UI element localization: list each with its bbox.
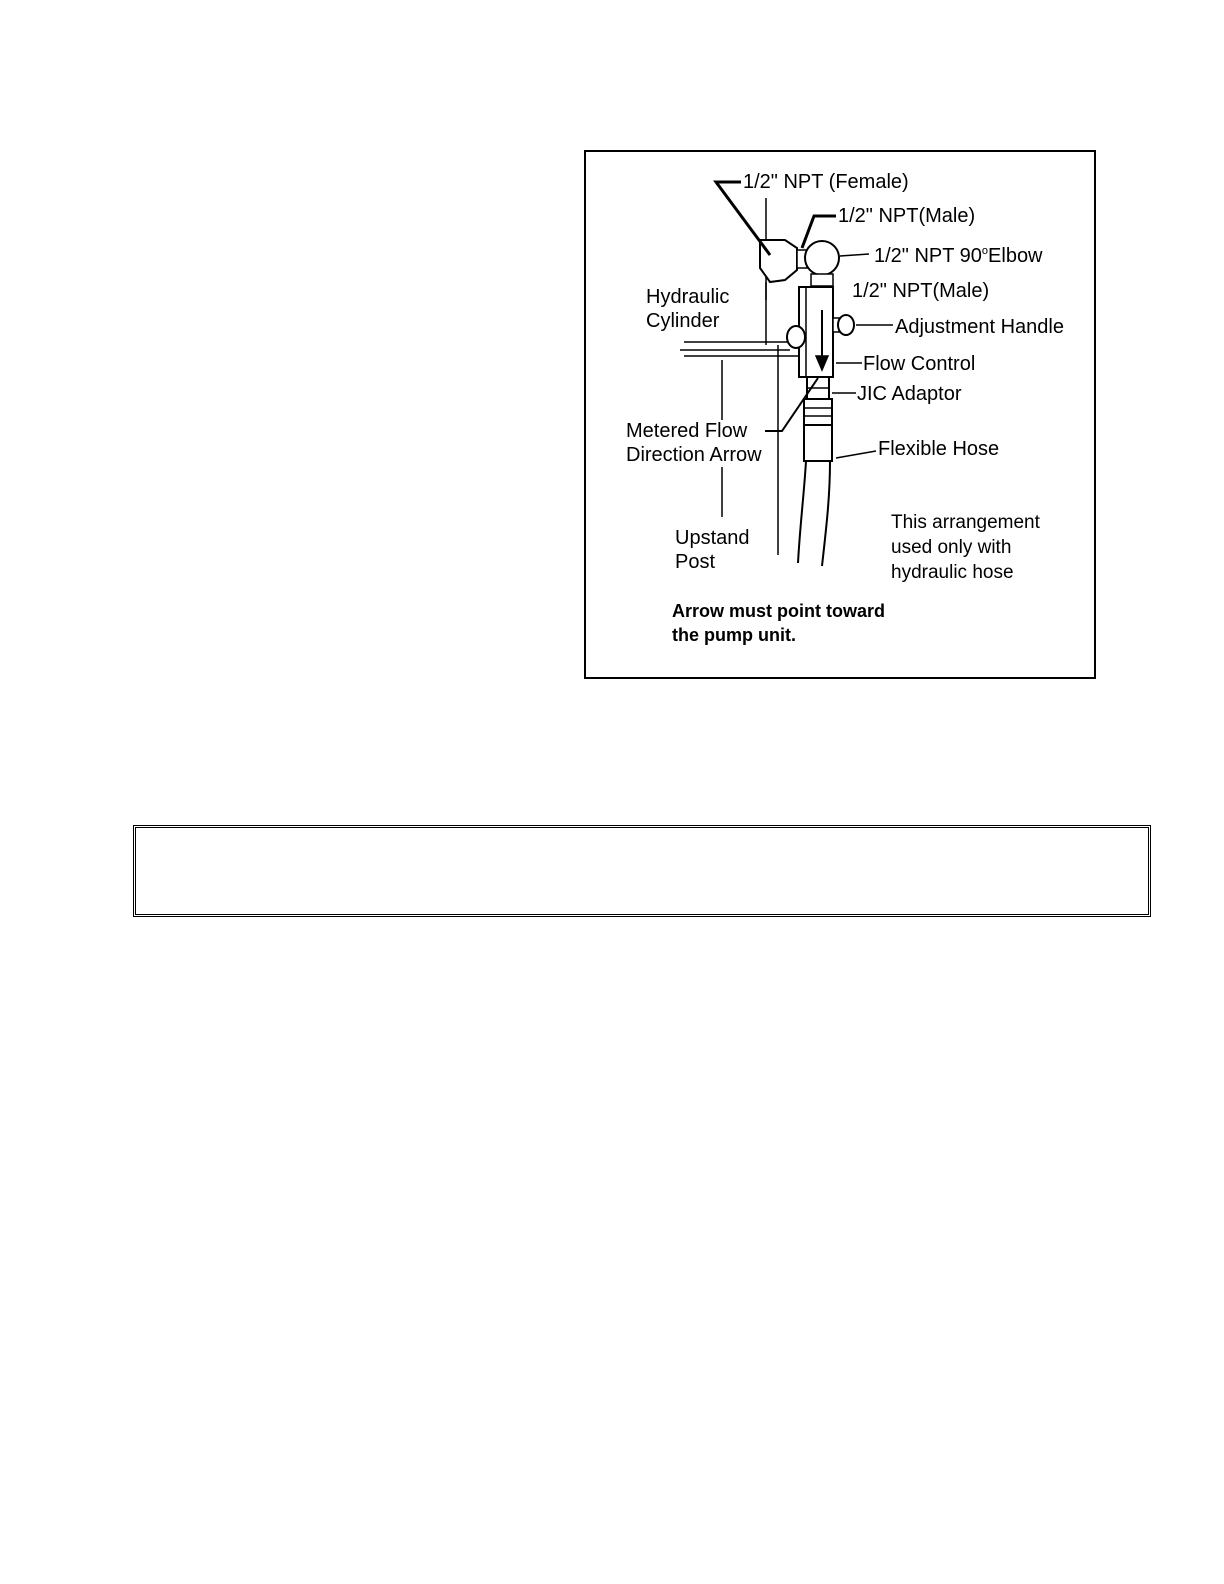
label-upstand: Upstand [675,527,750,549]
hose-ferrule [804,425,832,461]
flexible-hose-left [798,461,806,563]
label-adjustment-handle: Adjustment Handle [895,316,1064,338]
label-elbow-suffix: Elbow [988,245,1043,267]
label-cylinder: Cylinder [646,310,720,332]
label-flow-control: Flow Control [863,353,976,375]
label-direction-arrow: Direction Arrow [626,444,762,466]
note-line-1: This arrangement [891,512,1040,533]
label-npt-male-lower: 1/2" NPT(Male) [852,280,990,302]
label-flexible-hose: Flexible Hose [878,438,1000,460]
label-npt-male-top: 1/2" NPT(Male) [838,205,976,227]
elbow-ball [805,241,839,275]
label-elbow [874,244,1043,271]
label-post: Post [675,551,716,573]
arrow-note-line-2: the pump unit. [672,625,796,645]
elbow-neck [811,274,833,286]
note-line-3: hydraulic hose [891,562,1014,583]
female-fitting [760,240,797,282]
label-elbow-prefix: 1/2" NPT 90 [874,245,982,267]
note-line-2: used only with [891,537,1012,558]
adjustment-handle-knob [838,315,854,335]
label-hydraulic: Hydraulic [646,286,730,308]
flexible-hose-right [822,461,830,566]
label-metered-flow: Metered Flow [626,420,748,442]
label-npt-female: 1/2" NPT (Female) [743,171,909,193]
notice-box [133,825,1151,917]
cylinder-knob [787,326,805,348]
degree-symbol: o [981,245,989,257]
leader-elbow [840,254,869,256]
leader-hose [836,451,876,458]
label-jic-adaptor: JIC Adaptor [857,383,962,405]
arrow-note-line-1: Arrow must point toward [672,601,885,621]
